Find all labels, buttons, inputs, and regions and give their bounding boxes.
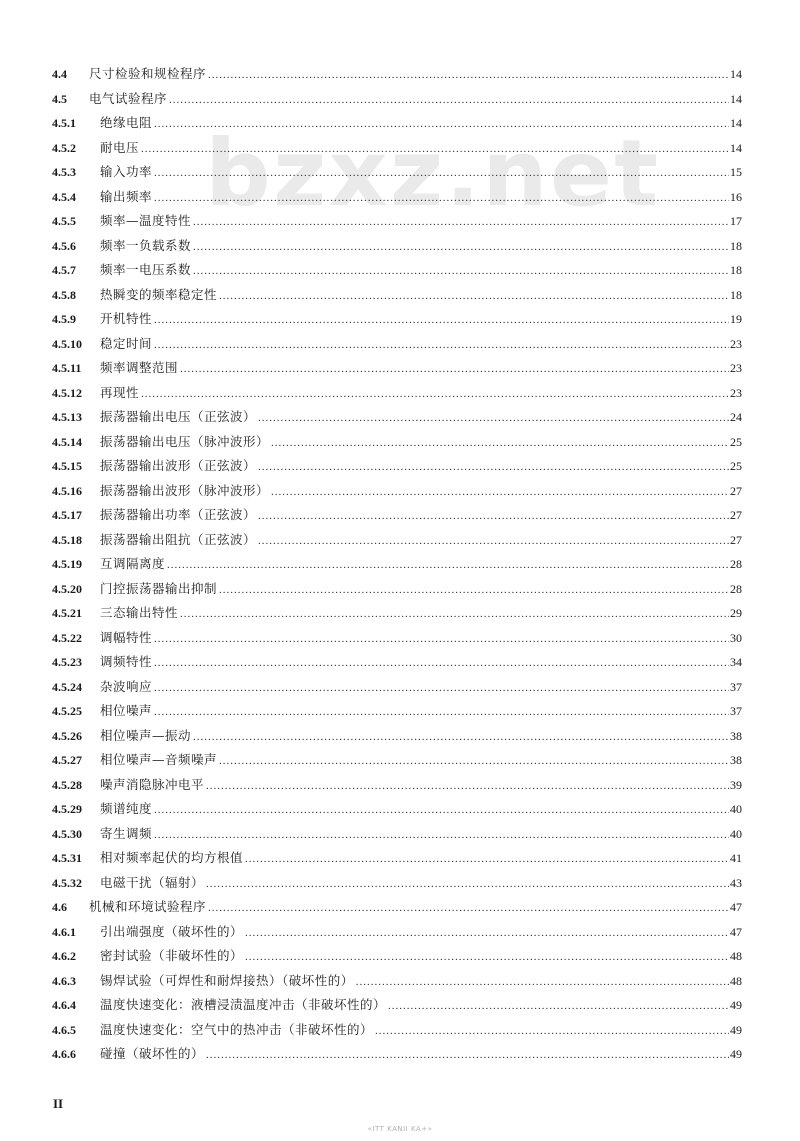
toc-entry-page: 23: [730, 361, 742, 375]
toc-entry[interactable]: [52, 552, 742, 577]
toc-entry-page: 30: [730, 630, 742, 645]
toc-entry-page: 28: [730, 581, 742, 596]
toc-entry[interactable]: [52, 356, 742, 381]
toc-entry-page: 14: [730, 91, 742, 106]
watermark-logo: bzxz.net: [205, 120, 661, 227]
toc-entry-title: 振荡器输出阻抗（正弦波）: [100, 531, 257, 547]
toc-entry-number: 4.5: [52, 91, 67, 106]
toc-entry[interactable]: [52, 846, 742, 871]
toc-entry-page: 39: [730, 777, 742, 792]
dot-leader: [245, 921, 729, 946]
footer-mark: «ITT KANII KA+»: [367, 1125, 433, 1133]
toc-entry[interactable]: [52, 773, 742, 798]
dot-leader: [169, 88, 729, 113]
toc-entry-number: 4.5.22: [52, 630, 82, 645]
dot-leader: [154, 676, 729, 701]
toc-entry[interactable]: [52, 748, 742, 773]
toc-entry[interactable]: [52, 871, 742, 896]
toc-entry-title: 相位噪声—振动: [100, 727, 192, 743]
toc-entry-number: 4.5.27: [52, 753, 82, 767]
toc-entry-page: 17: [730, 214, 742, 228]
toc-entry-number: 4.6.1: [52, 924, 76, 939]
dot-leader: [356, 970, 729, 995]
toc-entry[interactable]: [52, 675, 742, 700]
toc-entry[interactable]: [52, 601, 742, 626]
toc-entry-number: 4.5.9: [52, 312, 76, 326]
toc-entry-number: 4.5.7: [52, 263, 76, 277]
toc-entry[interactable]: [52, 479, 742, 504]
dot-leader: [208, 63, 729, 88]
toc-entry[interactable]: [52, 258, 742, 283]
toc-entry[interactable]: [52, 136, 742, 161]
toc-entry[interactable]: [52, 969, 742, 994]
toc-entry-number: 4.6.3: [52, 973, 76, 988]
toc-entry-number: 4.5.6: [52, 238, 76, 253]
toc-entry-page: 18: [730, 287, 742, 302]
toc-entry-title: 振荡器输出电压（正弦波）: [100, 409, 257, 424]
dot-leader: [245, 945, 729, 970]
toc-entry-number: 4.6.5: [52, 1022, 76, 1037]
toc-entry-title: 温度快速变化：液槽浸渍温度冲击（非破坏性的）: [100, 997, 387, 1012]
toc-entry-title: 振荡器输出波形（正弦波）: [100, 458, 257, 473]
toc-entry-page: 47: [730, 900, 742, 914]
toc-entry[interactable]: [52, 307, 742, 332]
dot-leader: [193, 210, 729, 235]
dot-leader: [154, 333, 729, 358]
dot-leader: [193, 725, 729, 750]
dot-leader: [141, 137, 729, 162]
toc-entry-page: 38: [730, 753, 742, 767]
toc-entry-number: 4.5.1: [52, 116, 76, 130]
toc-entry-number: 4.5.18: [52, 532, 82, 547]
dot-leader: [375, 1019, 729, 1044]
toc-entry-number: 4.6.2: [52, 949, 76, 963]
toc-entry-number: 4.5.12: [52, 385, 82, 400]
toc-entry-page: 41: [730, 851, 742, 865]
dot-leader: [258, 529, 729, 554]
toc-entry-page: 24: [730, 410, 742, 424]
toc-entry-page: 18: [730, 263, 742, 277]
dot-leader: [141, 382, 729, 407]
toc-entry-title: 频率调整范围: [100, 360, 179, 375]
dot-leader: [245, 847, 729, 872]
toc-entry-number: 4.4: [52, 67, 67, 81]
toc-entry-title: 频率—温度特性: [100, 213, 192, 228]
dot-leader: [180, 602, 729, 627]
toc-entry[interactable]: [52, 209, 742, 234]
toc-entry-title: 电气试验程序: [89, 90, 168, 106]
dot-leader: [219, 578, 729, 603]
toc-entry-number: 4.5.16: [52, 483, 82, 498]
toc-entry-number: 4.5.14: [52, 434, 82, 449]
toc-entry-number: 4.5.13: [52, 410, 82, 424]
toc-entry[interactable]: [52, 503, 742, 528]
toc-entry-number: 4.5.17: [52, 508, 82, 522]
toc-entry-title: 温度快速变化：空气中的热冲击（非破坏性的）: [100, 1021, 374, 1037]
toc-entry-number: 4.5.3: [52, 165, 76, 179]
toc-entry[interactable]: [52, 430, 742, 455]
toc-entry[interactable]: [52, 993, 742, 1018]
toc-entry[interactable]: [52, 111, 742, 136]
toc-entry-number: 4.5.25: [52, 704, 82, 718]
toc-entry-title: 输出频率: [100, 188, 153, 204]
toc-entry[interactable]: [52, 920, 742, 945]
toc-entry[interactable]: [52, 234, 742, 259]
toc-entry-title: 锡焊试验（可焊性和耐焊接热）（破坏性的）: [100, 972, 354, 988]
toc-entry-page: 27: [730, 508, 742, 522]
toc-entry-page: 15: [730, 165, 742, 179]
dot-leader: [206, 1043, 729, 1068]
toc-entry-page: 25: [730, 434, 742, 449]
toc-entry-page: 37: [730, 704, 742, 718]
toc-entry[interactable]: [52, 724, 742, 749]
toc-entry-title: 输入功率: [100, 164, 153, 179]
dot-leader: [193, 259, 729, 284]
toc-entry-page: 49: [730, 1047, 742, 1061]
toc-entry-number: 4.5.15: [52, 459, 82, 473]
toc-entry[interactable]: [52, 797, 742, 822]
toc-entry-title: 寄生调频: [100, 825, 153, 841]
toc-entry[interactable]: [52, 62, 742, 87]
toc-entry-number: 4.5.21: [52, 606, 82, 620]
toc-entry-title: 互调隔离度: [100, 556, 166, 571]
dot-leader: [271, 480, 729, 505]
toc-entry[interactable]: [52, 1018, 742, 1043]
toc-entry-page: 49: [730, 1022, 742, 1037]
toc-entry-title: 三态输出特性: [100, 605, 179, 620]
toc-entry-page: 23: [730, 385, 742, 400]
toc-entry-title: 调幅特性: [100, 629, 153, 645]
dot-leader: [219, 284, 729, 309]
toc-entry-page: 18: [730, 238, 742, 253]
toc-entry[interactable]: [52, 160, 742, 185]
toc-entry-page: 38: [730, 728, 742, 743]
toc-entry[interactable]: [52, 699, 742, 724]
toc-entry-title: 频率一电压系数: [100, 262, 192, 277]
toc-entry-number: 4.6.6: [52, 1047, 76, 1061]
dot-leader: [154, 186, 729, 211]
dot-leader: [258, 504, 729, 529]
toc-entry[interactable]: [52, 454, 742, 479]
toc-entry-number: 4.6: [52, 900, 67, 914]
toc-entry[interactable]: [52, 185, 742, 210]
dot-leader: [206, 872, 729, 897]
toc-entry-page: 16: [730, 189, 742, 204]
toc-entry-title: 振荡器输出电压（脉冲波形）: [100, 433, 270, 449]
toc-entry-page: 49: [730, 998, 742, 1012]
dot-leader: [206, 774, 729, 799]
dot-leader: [154, 823, 729, 848]
toc-entry-title: 机械和环境试验程序: [89, 899, 207, 914]
dot-leader: [208, 896, 729, 921]
dot-leader: [154, 700, 729, 725]
toc-entry-page: 28: [730, 557, 742, 571]
toc-entry-page: 23: [730, 336, 742, 351]
toc-entry-title: 碰撞（破坏性的）: [100, 1046, 205, 1061]
toc-entry-title: 稳定时间: [100, 335, 153, 351]
toc-entry[interactable]: [52, 895, 742, 920]
toc-entry-number: 4.5.29: [52, 802, 82, 816]
dot-leader: [154, 798, 729, 823]
toc-entry-page: 40: [730, 826, 742, 841]
toc-entry-number: 4.5.5: [52, 214, 76, 228]
toc-entry-title: 绝缘电阻: [100, 115, 153, 130]
toc-entry-number: 4.5.31: [52, 851, 82, 865]
toc-entry-number: 4.5.30: [52, 826, 82, 841]
page-number-roman: II: [53, 1096, 64, 1111]
toc-entry[interactable]: [52, 944, 742, 969]
toc-entry-page: 27: [730, 483, 742, 498]
toc-entry-title: 开机特性: [100, 311, 153, 326]
toc-entry-title: 再现性: [100, 384, 140, 400]
toc-entry-page: 14: [730, 140, 742, 155]
toc-entry-title: 频谱纯度: [100, 801, 153, 816]
toc-entry-title: 振荡器输出功率（正弦波）: [100, 507, 257, 522]
toc-entry-title: 引出端强度（破坏性的）: [100, 923, 244, 939]
toc-entry-number: 4.5.4: [52, 189, 76, 204]
toc-entry-number: 4.5.19: [52, 557, 82, 571]
toc-entry-title: 振荡器输出波形（脉冲波形）: [100, 482, 270, 498]
dot-leader: [219, 749, 729, 774]
toc-entry[interactable]: [52, 650, 742, 675]
toc-entry[interactable]: [52, 405, 742, 430]
toc-entry-title: 热瞬变的频率稳定性: [100, 286, 218, 302]
toc-entry[interactable]: [52, 87, 742, 112]
dot-leader: [154, 161, 729, 186]
toc-entry-title: 耐电压: [100, 139, 140, 155]
toc-entry-number: 4.5.24: [52, 679, 82, 694]
toc-entry-title: 相位噪声—音频噪声: [100, 752, 218, 767]
toc-entry-page: 48: [730, 973, 742, 988]
toc-entry[interactable]: [52, 381, 742, 406]
toc-entry[interactable]: [52, 626, 742, 651]
dot-leader: [167, 553, 729, 578]
dot-leader: [154, 112, 729, 137]
toc-entry-number: 4.5.11: [52, 361, 82, 375]
toc-entry-title: 相位噪声: [100, 703, 153, 718]
toc-entry[interactable]: [52, 822, 742, 847]
toc-entry-page: 34: [730, 655, 742, 669]
dot-leader: [154, 308, 729, 333]
toc-entry-page: 37: [730, 679, 742, 694]
toc-entry-number: 4.5.8: [52, 287, 76, 302]
toc-entry-title: 密封试验（非破坏性的）: [100, 948, 244, 963]
toc-entry-page: 48: [730, 949, 742, 963]
toc-entry-title: 杂波响应: [100, 678, 153, 694]
toc-entry-number: 4.5.23: [52, 655, 82, 669]
toc-entry-page: 14: [730, 67, 742, 81]
toc-entry-page: 43: [730, 875, 742, 890]
toc-entry-number: 4.5.28: [52, 777, 82, 792]
toc-entry-page: 19: [730, 312, 742, 326]
toc-entry-title: 频率一负载系数: [100, 237, 192, 253]
toc-entry-page: 47: [730, 924, 742, 939]
toc-entry[interactable]: [52, 577, 742, 602]
toc-entry-page: 27: [730, 532, 742, 547]
dot-leader: [193, 235, 729, 260]
toc-entry-number: 4.5.32: [52, 875, 82, 890]
toc-entry[interactable]: [52, 528, 742, 553]
toc-entry-title: 电磁干扰（辐射）: [100, 874, 205, 890]
toc-entry-page: 29: [730, 606, 742, 620]
toc-entry-title: 调频特性: [100, 654, 153, 669]
toc-entry-number: 4.5.2: [52, 140, 76, 155]
toc-entry-number: 4.6.4: [52, 998, 76, 1012]
dot-leader: [154, 651, 729, 676]
toc-entry-page: 25: [730, 459, 742, 473]
dot-leader: [154, 627, 729, 652]
toc-entry-page: 40: [730, 802, 742, 816]
dot-leader: [271, 431, 729, 456]
toc-entry-number: 4.5.26: [52, 728, 82, 743]
toc-entry-title: 噪声消隐脉冲电平: [100, 776, 205, 792]
toc-entry[interactable]: [52, 1042, 742, 1067]
dot-leader: [258, 406, 729, 431]
toc-entry[interactable]: [52, 283, 742, 308]
toc-entry-number: 4.5.10: [52, 336, 82, 351]
toc-entry-title: 门控振荡器输出抑制: [100, 580, 218, 596]
dot-leader: [180, 357, 729, 382]
toc-entry-number: 4.5.20: [52, 581, 82, 596]
toc-entry-page: 14: [730, 116, 742, 130]
dot-leader: [388, 994, 729, 1019]
toc-entry[interactable]: [52, 332, 742, 357]
table-of-contents: [52, 62, 742, 1067]
toc-entry-title: 相对频率起伏的均方根值: [100, 850, 244, 865]
toc-entry-title: 尺寸检验和规检程序: [89, 66, 207, 81]
dot-leader: [258, 455, 729, 480]
